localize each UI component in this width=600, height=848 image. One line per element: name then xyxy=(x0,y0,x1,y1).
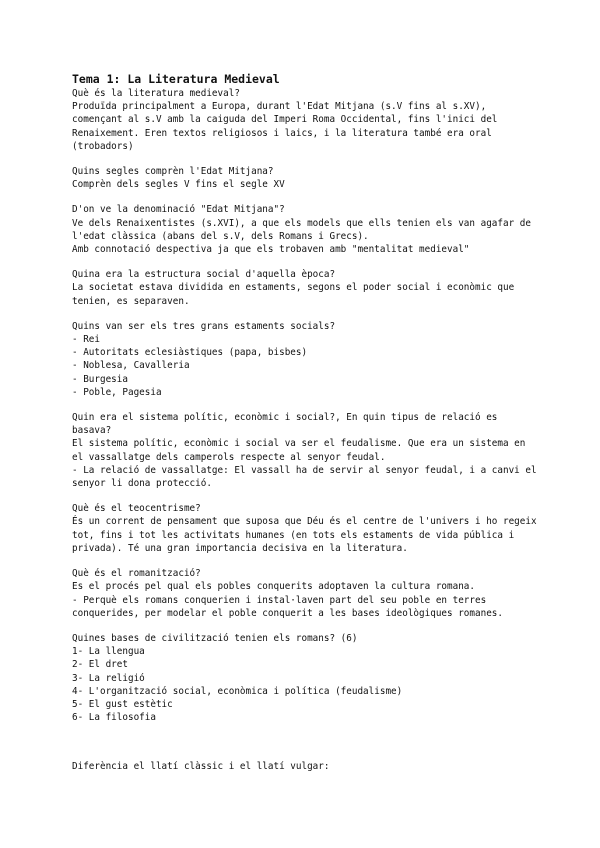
answer-line: - Rei xyxy=(72,334,100,346)
answer-line: Es el procés pel qual els pobles conquerits adoptaven la cultura romana. xyxy=(72,581,475,593)
answer-line: Comprèn dels segles V fins el segle XV xyxy=(72,179,285,191)
question: Què és la literatura medieval? xyxy=(72,88,240,99)
question: Quins van ser els tres grans estaments socials? xyxy=(72,320,336,332)
qa-section xyxy=(72,203,542,256)
answer-line: 5- El gust estètic xyxy=(72,698,173,710)
question: Què és el romanització? xyxy=(72,568,201,580)
final-question: Diferència el llatí clàssic i el llatí vulgar: xyxy=(72,761,330,773)
answer-line: 3- La religió xyxy=(72,672,145,684)
qa-section xyxy=(72,87,542,153)
answer-line: 1- La llengua xyxy=(72,646,145,658)
answer-line: 2- El dret xyxy=(72,659,128,671)
answer-line: Ve dels Renaixentistes (s.XVI), a que els models que ells tenien els van agafar de l'edat clàssica (abans del s.V, dels Romans i Grecs). xyxy=(72,217,531,242)
answer-line: És un corrent de pensament que suposa que Déu és el centre de l'univers i ho regeix tot, fins i tot les activitats humanes (en tots els estaments de vida pública i privada). Té una gran importancia decisiva en la literatura. xyxy=(72,516,537,554)
answer-line: - Poble, Pagesia xyxy=(72,386,162,398)
answer-line: - Perquè els romans conquerien i instal·laven part del seu poble en terres conquerides, per modelar el poble conquerit a les bases ideològiques romanes. xyxy=(72,594,503,619)
answer-line: - Burgesia xyxy=(72,373,128,385)
question: D'on ve la denominació "Edat Mitjana"? xyxy=(72,204,285,216)
answer-line: 6- La filosofia xyxy=(72,712,156,724)
qa-section xyxy=(72,411,542,490)
question: Quines bases de civilització tenien els romans? (6) xyxy=(72,632,358,644)
qa-section xyxy=(72,567,542,620)
answer-line: La societat estava dividida en estaments, segons el poder social i econòmic que tenien, es separaven. xyxy=(72,282,515,307)
document-page xyxy=(72,72,542,774)
answer-line: 4- L'organització social, econòmica i política (feudalisme) xyxy=(72,685,403,697)
answer-line: - Noblesa, Cavalleria xyxy=(72,360,190,372)
answer-line: Produïda principalment a Europa, durant l'Edat Mitjana (s.V fins al s.XV), començant al s.V amb la caiguda del Imperi Roma Occidental, fins l'inici del Renaixement. Eren textos religiosos i laics, i la literatura també era oral (trobadors) xyxy=(72,101,498,152)
qa-section xyxy=(72,632,542,724)
answer-line: - La relació de vassallatge: El vassall ha de servir al senyor feudal, i a canvi el senyor li dona protecció. xyxy=(72,464,537,490)
question: Què és el teocentrisme? xyxy=(72,503,201,515)
question: Quina era la estructura social d'aquella època? xyxy=(72,269,336,281)
question: Quin era el sistema polític, econòmic i social?, En quin tipus de relació es basava? xyxy=(72,412,498,437)
answer-line: - Autoritats eclesiàstiques (papa, bisbes) xyxy=(72,347,308,359)
spacer xyxy=(72,736,542,760)
answer-line: El sistema polític, econòmic i social va ser el feudalisme. Que era un sistema en el vassallatge dels camperols respecte al senyor feudal. xyxy=(72,438,526,463)
qa-section xyxy=(72,165,542,191)
qa-section xyxy=(72,502,542,555)
page-title: Tema 1: La Literatura Medieval xyxy=(72,72,280,86)
sections-container xyxy=(72,87,542,724)
question: Quins segles comprèn l'Edat Mitjana? xyxy=(72,166,274,178)
answer-line: Amb connotació despectiva ja que els trobaven amb "mentalitat medieval" xyxy=(72,244,470,256)
qa-section xyxy=(72,320,542,399)
qa-section xyxy=(72,268,542,308)
